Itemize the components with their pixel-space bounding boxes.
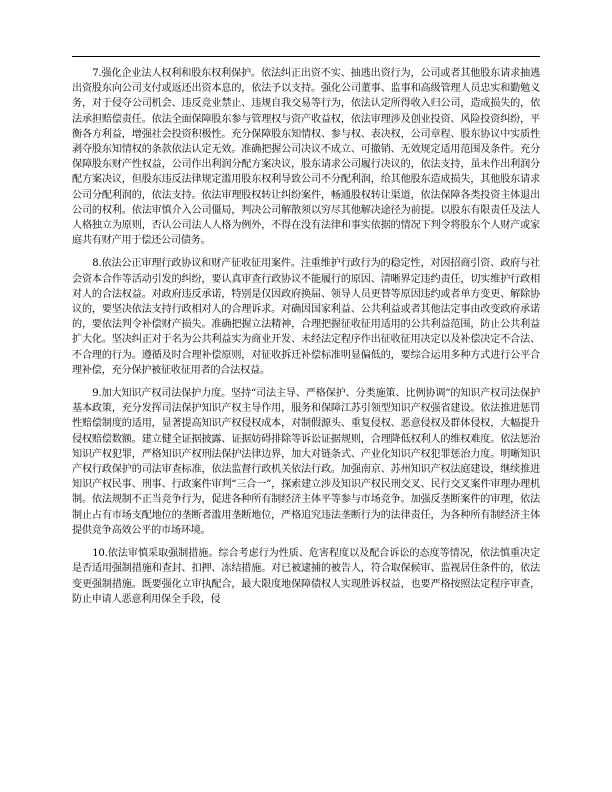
paragraph-8: 8.依法公正审理行政协议和财产征收征用案件。注重维护行政行为的稳定性，对因招商引资、政府与社会资本合作等活动引发的纠纷，要认真审查行政协议不能履行的原因、清晰界定违约责任，切实维护行政相对人的合法权益。对政府违反承诺，特别是仅因政府换届、领导人员更替等原因违约或者单方变更、解除协议的，要坚决依法支持行政相对人的合理诉求。对确因国家利益、公共利益或者其他法定事由改变政府承诺的，要依法判令补偿财产损失。准确把握立法精神，合理把握征收征用适用的公共利益范围，防止公共利益扩大化。坚决纠正对于名为公共利益实为商业开发、未经法定程序作出征收征用决定以及补偿决定不合法、不合理的行为。遵循及时合理补偿原则，对征收拆迁补偿标准明显偏低的，要综合运用多种方式进行公平合理补偿，充分保护被征收征用者的合法权益。 — [72, 258, 540, 376]
document-body — [72, 66, 540, 615]
header-rule — [72, 56, 540, 57]
paragraph-9: 9.加大知识产权司法保护力度。坚持“司法主导、严格保护、分类施策、比例协调”的知识产权司法保护基本政策，充分发挥司法保护知识产权主导作用，服务和保障江苏引领型知识产权强省建设。依法推进惩罚性赔偿制度的适用，显著提高知识产权侵权成本，对制假源头、重复侵权、恶意侵权及群体侵权，大幅提升侵权赔偿数额。建立健全证据披露、证据妨碍排除等诉讼证据规则，合理降低权利人的维权难度。依法惩治知识产权犯罪，严格知识产权刑法保护法律边界，加大对链条式、产业化知识产权犯罪惩治力度。明晰知识产权行政保护的司法审查标准，依法监督行政机关依法行政。加强南京、苏州知识产权法庭建设，继续推进知识产权民事、刑事、行政案件审判“三合一”，探索建立涉及知识产权民刑交叉、民行交叉案件审理办理机制。依法规制不正当竞争行为，促进各种所有制经济主体平等参与市场竞争。加强反垄断案件的审理，依法制止占有市场支配地位的垄断者滥用垄断地位，严格追究违法垄断行为的法律责任，为各种所有制经济主体提供竞争高效公平的市场环境。 — [72, 388, 540, 536]
paragraph-10: 10.依法审慎采取强制措施。综合考虑行为性质、危害程度以及配合诉讼的态度等情况，依法慎重决定是否适用强制措施和查封、扣押、冻结措施。对已被逮捕的被告人，符合取保候审、监视居住条件的，依法变更强制措施。既要强化立审执配合，最大限度地保障债权人实现胜诉权益，也要严格按照法定程序审查，防止申请人恶意利用保全手段，侵 — [72, 548, 540, 605]
paragraph-7: 7.强化企业法人权利和股东权利保护。依法纠正出资不实、抽逃出资行为，公司或者其他股东请求抽逃出资股东向公司支付或返还出资本息的，依法予以支持。强化公司董事、监事和高级管理人员忠实和勤勉义务，对于侵夺公司机会、违反竞业禁止、违规自我交易等行为，依法认定所得收入归公司，造成损失的，依法承担赔偿责任。依法全面保障股东参与管理权与资产收益权，依法审理涉及创业投资、风险投资纠纷，平衡各方利益，增强社会投资积极性。充分保障股东知情权、参与权、表决权，公司章程、股东协议中实质性剥夺股东知情权的条款依法认定无效。准确把握公司决议不成立、可撤销、无效规定适用范围及条件。充分保障股东财产性权益，公司作出利润分配方案决议，股东请求公司履行决议的，依法支持，虽未作出利润分配方案决议，但股东违反法律规定滥用股东权利导致公司不分配利润，给其他股东造成损失，其他股东请求公司分配利润的，依法支持。依法审理股权转让纠纷案件，畅通股权转让渠道，依法保障各类投资主体退出公司的权利。依法审慎介入公司僵局，判决公司解散须以穷尽其他解决途径为前提。以股东有限责任及法人人格独立为原则，否认公司法人人格为例外，不得在没有法律和事实依据的情况下判令将股东个人财产或家庭共有财产用于偿还公司债务。 — [72, 68, 540, 247]
